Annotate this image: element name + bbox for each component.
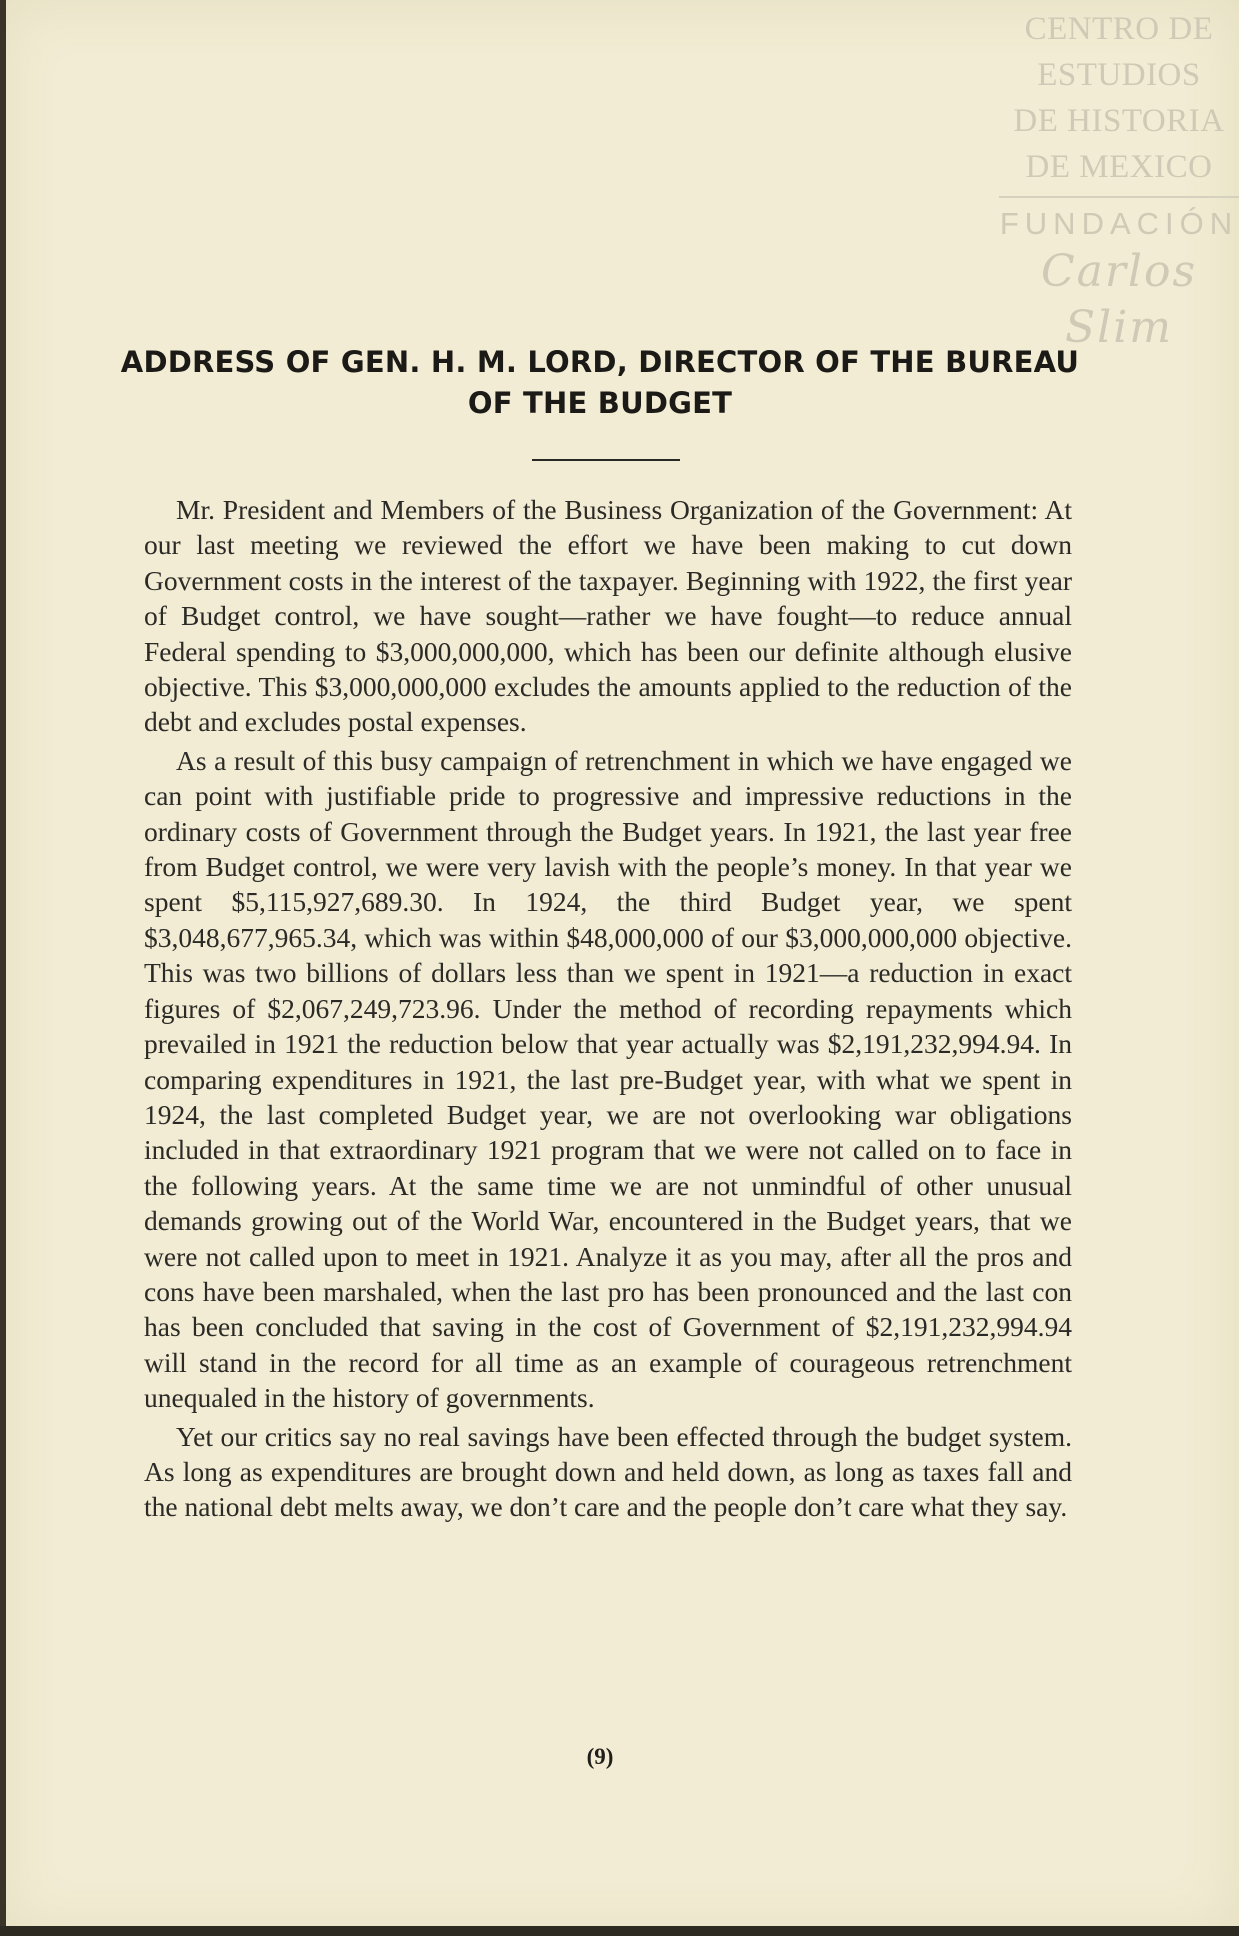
page-number: (9) [586, 1744, 614, 1769]
body-paragraph: As a result of this busy campaign of retrenchment in which we have engaged we can point with justifiable pride to progressive and impressive reductions in the ordinary costs of Government through the Budget years. In 1921, the last year free from Budget control, we were very lavish with the people’s money. In that year we spent $5,115,927,689.30. In 1924, the third Budget year, we spent $3,048,677,965.34, which was within $48,000,000 of our $3,000,000,000 objective. This was two billions of dollars less than we spent in 1921—a reduction in exact figures of $2,067,249,723.96. Under the method of recording repayments which prevailed in 1921 the reduction below that year actually was $2,191,232,994.94. In comparing expenditures in 1921, the last pre-Budget year, with what we spent in 1924, the last completed Budget year, we are not overlooking war obligations included in that extraordinary 1921 program that we were not called on to face in the following years. At the same time we are not unmindful of other unusual demands growing out of the World War, encountered in the Budget years, that we were not called upon to meet in 1921. Analyze it as you may, after all the pros and cons have been marshaled, when the last pro has been pronounced and the last con has been concluded that saving in the cost of Government of $2,191,232,994.94 will stand in the record for all time as an example of courageous retrenchment unequaled in the history of governments. [144, 744, 1072, 1414]
watermark-line: ESTUDIOS [1037, 57, 1201, 93]
watermark-line: DE MEXICO [1025, 149, 1213, 185]
binding-edge [0, 0, 6, 1936]
watermark-line: DE HISTORIA [1013, 103, 1225, 139]
watermark-signature: Carlos Slim [1040, 246, 1198, 353]
page-bottom-edge [0, 1926, 1239, 1936]
watermark-foundation: FUNDACIÓN [999, 206, 1239, 241]
archive-watermark [999, 6, 1239, 356]
document-title: ADDRESS OF GEN. H. M. LORD, DIRECTOR OF THE BUREAU OF THE BUDGET [120, 345, 1080, 420]
document-body [144, 492, 1072, 1528]
title-divider [532, 459, 680, 461]
body-paragraph: Mr. President and Members of the Business Organization of the Government: At our last meeting we reviewed the effort we have been making to cut down Government costs in the interest of the taxpayer. Beginning with 1922, the first year of Budget control, we have sought—rather we have fought—to reduce annual Federal spending to $3,000,000,000, which has been our definite although elusive objective. This $3,000,000,000 excludes the amounts applied to the reduction of the debt and excludes postal expenses. [144, 494, 1072, 738]
watermark-line: CENTRO DE [1024, 11, 1214, 47]
body-paragraph: Yet our critics say no real savings have been effected through the budget system. As long as expenditures are brought down and held down, as long as taxes fall and the national debt melts away, we don’t care and the people don’t care what they say. [144, 1420, 1072, 1523]
watermark-divider [999, 196, 1239, 198]
